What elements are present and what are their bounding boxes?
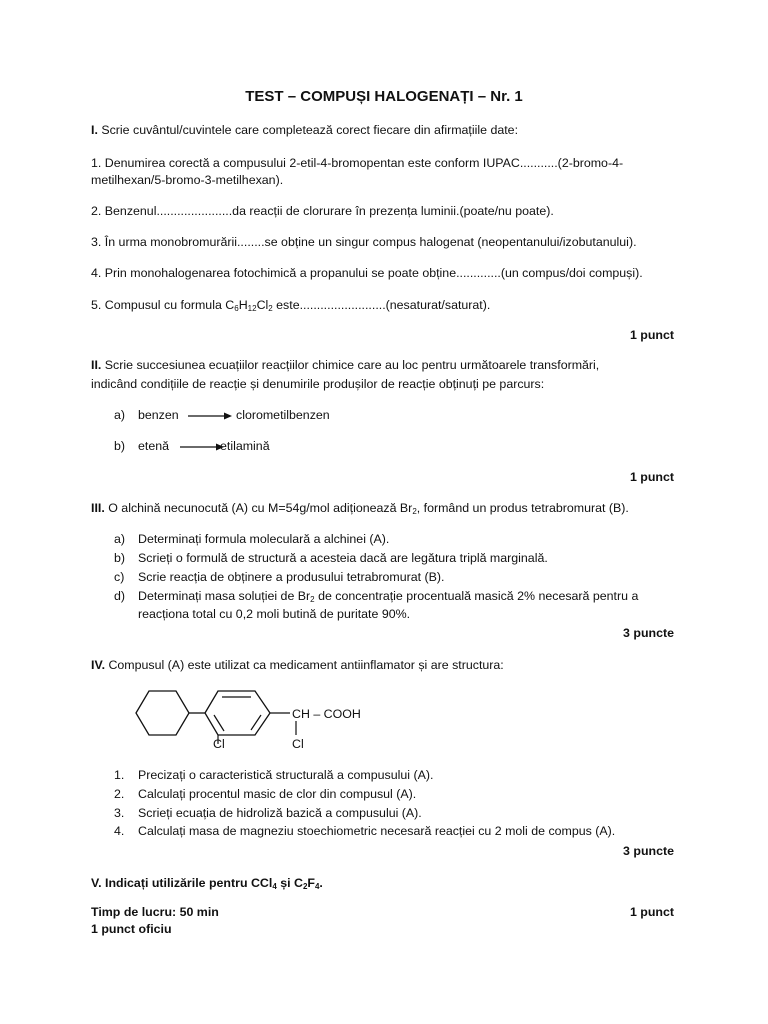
section-4-points: 3 puncte [623, 844, 674, 858]
item-4: 4. Prin monohalogenarea fotochimică a propanului se poate obține.............(un compus/doi compuși). [91, 266, 643, 280]
item-5-text: Cl [256, 298, 269, 312]
subscript: 2 [302, 882, 308, 891]
item-1-line-2: metilhexan/5-bromo-3-metilhexan). [91, 173, 284, 187]
question-d-line-1 [138, 587, 638, 605]
subscript: 4 [314, 882, 320, 891]
question-b: Scrieți o formulă de structură a acesteia dacă are legătura triplă marginală. [138, 551, 548, 565]
section-5-segment: F [307, 876, 315, 890]
question-d-text: Determinați masa soluției de Br [138, 589, 311, 603]
question-3: Scrieți ecuația de hidroliză bazică a compusului (A). [138, 806, 422, 820]
section-4-header [91, 656, 504, 674]
page-title: TEST – COMPUȘI HALOGENAȚI – Nr. 1 [245, 88, 523, 105]
section-2-header-line-1 [91, 356, 599, 374]
cyclohexane-ring [136, 691, 189, 735]
section-2-text: Scrie succesiunea ecuațiilor reacțiilor chimice care au loc pentru următoarele transformări, [104, 358, 600, 372]
reaction-arrow-icon [188, 411, 232, 421]
section-3-header [91, 499, 629, 517]
section-2-points: 1 punct [629, 470, 674, 484]
section-3-points: 3 puncte [623, 626, 674, 640]
subscript: 2 [412, 507, 417, 516]
list-marker: 1. [114, 768, 125, 782]
section-5-segment: . [319, 876, 323, 890]
question-d-line-2: reacționa total cu 0,2 moli butină de puritate 90%. [138, 607, 411, 621]
section-5-points: 1 punct [629, 905, 674, 919]
section-5-segment: și C [276, 876, 303, 890]
section-1-text: Scrie cuvântul/cuvintele care completează corect fiecare din afirmațiile date: [101, 123, 519, 137]
section-2-header-line-2: indicând condițiile de reacție și denumirile produșilor de reacție obținuți pe parcurs: [91, 377, 545, 391]
section-number: II. [91, 358, 102, 372]
list-marker: 2. [114, 787, 125, 801]
official-point: 1 punct oficiu [91, 922, 172, 936]
item-2: 2. Benzenul......................da reacții de clorurare în prezența luminii.(poate/nu poate). [91, 204, 554, 218]
ring-chlorine-label: Cl [213, 737, 225, 751]
section-4-text: Compusul (A) este utilizat ca medicament antiinflamator și are structura: [105, 658, 504, 672]
section-number: III. [91, 501, 105, 515]
list-marker: b) [114, 439, 126, 453]
section-number: IV. [91, 658, 106, 672]
section-3-text: , formând un produs tetrabromurat (B). [416, 501, 629, 515]
item-5-text: 5. Compusul cu formula C [91, 298, 235, 312]
item-5-text: H [238, 298, 248, 312]
item-1-line-1: 1. Denumirea corectă a compusului 2-etil-4-bromopentan este conform IUPAC...........(2-bromo-4- [91, 156, 624, 170]
item-5-text: este.........................(nesaturat/saturat). [272, 298, 491, 312]
bond-line [294, 721, 298, 735]
product-label: etilamină [220, 439, 270, 453]
work-time: Timp de lucru: 50 min [91, 905, 219, 919]
question-4: Calculați masa de magneziu stoechiometric necesară reacției cu 2 moli de compus (A). [138, 824, 616, 838]
section-5-segment: V. Indicați utilizările pentru CCl [91, 876, 273, 890]
list-marker: 3. [114, 806, 125, 820]
list-marker: a) [114, 408, 126, 422]
item-3: 3. În urma monobromurării........se obține un singur compus halogenat (neopentanului/izobutanului). [91, 235, 637, 249]
question-2: Calculați procentul masic de clor din compusul (A). [138, 787, 417, 801]
section-number: I. [91, 123, 98, 137]
subscript: 2 [310, 595, 315, 604]
list-marker: c) [114, 570, 125, 584]
reactant-label: benzen [138, 408, 179, 422]
list-marker: b) [114, 551, 126, 565]
section-1-points: 1 punct [629, 328, 674, 342]
product-label: clorometilbenzen [236, 408, 330, 422]
list-marker: 4. [114, 824, 125, 838]
subscript: 12 [247, 304, 257, 313]
subscript: 6 [234, 304, 239, 313]
chain-chlorine-label: Cl [292, 737, 304, 751]
list-marker: d) [114, 589, 126, 603]
subscript: 4 [272, 882, 277, 891]
question-a: Determinați formula moleculară a alchinei (A). [138, 532, 390, 546]
structure-chain-label: CH – COOH [292, 707, 361, 721]
question-c: Scrie reacția de obținere a produsului tetrabromurat (B). [138, 570, 445, 584]
question-1: Precizați o caracteristică structurală a compusului (A). [138, 768, 434, 782]
section-1-header [91, 121, 518, 139]
question-d-text: de concentrație procentuală masică 2% necesară pentru a [314, 589, 639, 603]
item-5 [91, 296, 490, 314]
reaction-arrow-icon [180, 442, 224, 452]
reactant-label: etenă [138, 439, 170, 453]
subscript: 2 [268, 304, 273, 313]
section-3-text: O alchină necunocută (A) cu M=54g/mol adiționează Br [104, 501, 413, 515]
section-5-text [91, 874, 323, 892]
list-marker: a) [114, 532, 126, 546]
